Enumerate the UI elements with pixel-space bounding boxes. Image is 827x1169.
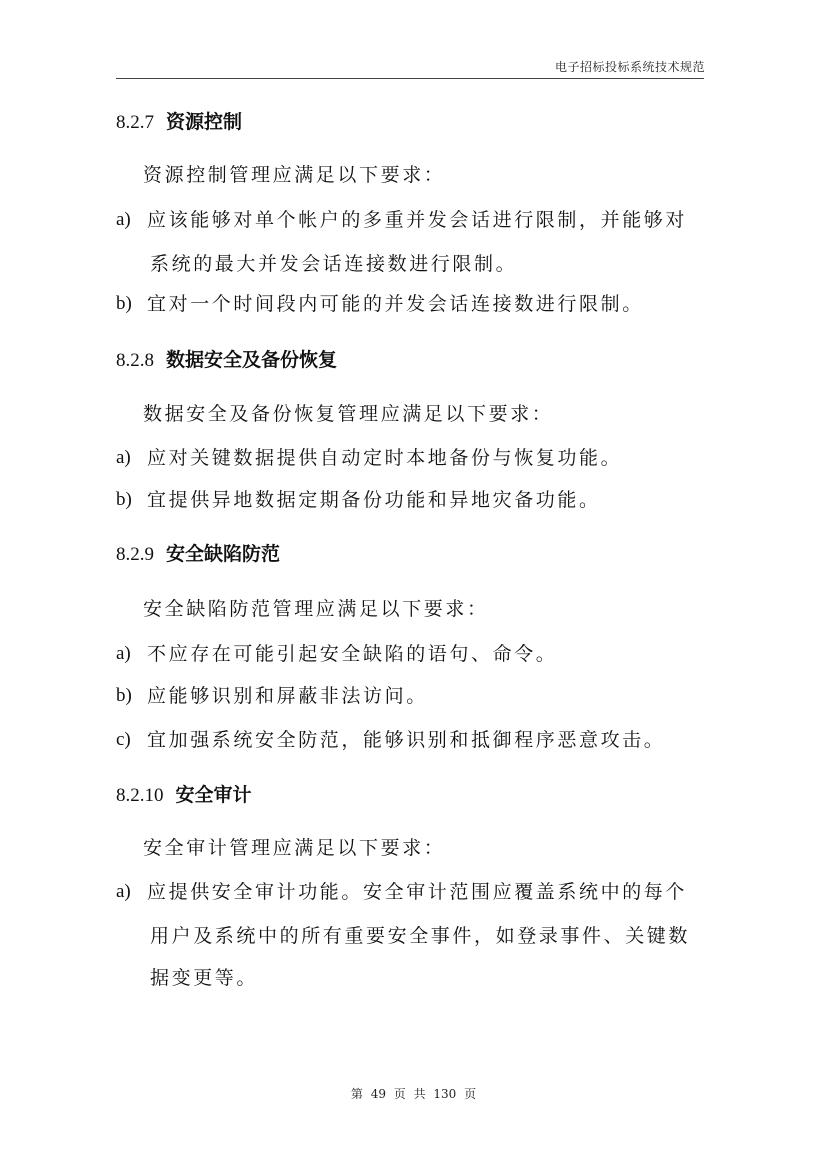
item-text-continued: 据变更等。 [150,967,259,989]
section-title: 数据安全及备份恢复 [166,349,338,371]
item-text: 宜加强系统安全防范，能够识别和抵御程序恶意攻击。 [147,729,666,751]
section-heading [116,348,337,373]
section-heading [116,783,252,808]
section-heading [116,542,280,567]
item-label: a) [116,881,131,902]
section-heading [116,110,242,135]
section-title: 资源控制 [166,111,243,133]
section-number: 8.2.9 [116,544,154,565]
section-number: 8.2.7 [116,112,154,133]
page-footer: 第 49 页 共 130 页 [350,1087,477,1101]
item-text: 宜对一个时间段内可能的并发会话连接数进行限制。 [147,293,644,315]
item-label: b) [116,293,132,314]
section-number: 8.2.10 [116,785,164,806]
section-intro: 安全审计管理应满足以下要求： [143,837,446,859]
item-text: 宜提供异地数据定期备份功能和异地灾备功能。 [147,489,601,511]
item-text-continued: 系统的最大并发会话连接数进行限制。 [150,253,518,275]
item-text: 不应存在可能引起安全缺陷的语句、命令。 [147,643,558,665]
item-label: c) [116,729,131,750]
section-intro: 资源控制管理应满足以下要求： [143,164,446,186]
page-header-title: 电子招标投标系统技术规范 [554,60,705,74]
item-label: b) [116,489,132,510]
item-text: 应能够识别和屏蔽非法访问。 [147,685,428,707]
header-rule [116,78,704,79]
item-text: 应提供安全审计功能。安全审计范围应覆盖系统中的每个 [147,881,688,903]
item-text: 应该能够对单个帐户的多重并发会话进行限制，并能够对 [147,209,688,231]
item-text-continued: 用户及系统中的所有重要安全事件，如登录事件、关键数 [150,925,691,947]
item-label: a) [116,447,131,468]
item-label: a) [116,643,131,664]
section-intro: 数据安全及备份恢复管理应满足以下要求： [143,403,554,425]
item-label: a) [116,209,131,230]
section-intro: 安全缺陷防范管理应满足以下要求： [143,598,489,620]
item-label: b) [116,685,132,706]
section-title: 安全缺陷防范 [166,543,281,565]
item-text: 应对关键数据提供自动定时本地备份与恢复功能。 [147,447,623,469]
section-title: 安全审计 [175,784,252,806]
section-number: 8.2.8 [116,350,154,371]
